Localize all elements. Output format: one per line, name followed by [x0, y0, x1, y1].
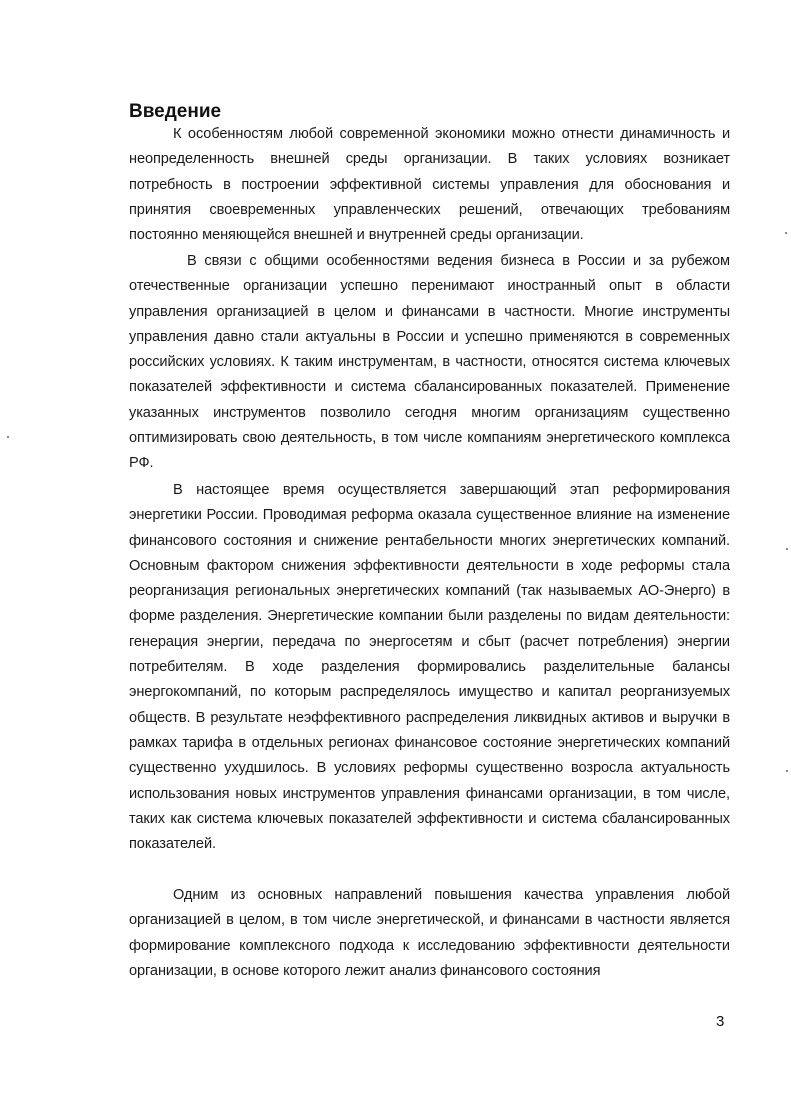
scan-speck [786, 548, 788, 550]
scan-speck [7, 436, 9, 438]
section-heading: Введение [129, 101, 222, 122]
paragraph-2: В связи с общими особенностями ведения бизнеса в России и за рубежом отечественные организации успешно перенимают иностранный опыт в области управления организацией в целом и финансами в частности. Многие инструменты управления давно стали актуальны в России и успешно применяются в современных российских условиях. К таким инструментам, в частности, относятся система ключевых показателей эффективности и система сбалансированных показателей. Применение указанных инструментов позволило сегодня многим организациям существенно оптимизировать свою деятельность, в том числе компаниям энергетического комплекса РФ. [129, 253, 730, 472]
scan-speck [786, 770, 788, 772]
paragraph-1: К особенностям любой современной экономики можно отнести динамичность и неопределенность внешней среды организации. В таких условиях возникает потребность в построении эффективной системы управления для обоснования и принятия своевременных управленческих решений, отвечающих требованиям постоянно меняющейся внешней и внутренней среды организации. [129, 126, 730, 244]
paragraph-3: В настоящее время осуществляется завершающий этап реформирования энергетики России. Проводимая реформа оказала существенное влияние на изменение финансового состояния и снижение рентабельности многих энергетических компаний. Основным фактором снижения эффективности деятельности в ходе реформы стала реорганизация региональных энергетических компаний (так называемых АО-Энерго) в форме разделения. Энергетические компании были разделены по видам деятельности: генерация энергии, передача по энергосетям и сбыт (расчет потребления) энергии потребителям. В ходе разделения формировались разделительные балансы энергокомпаний, по которым распределялось имущество и капитал реорганизуемых обществ. В результате неэффективного распределения ликвидных активов и выручки в рамках тарифа в отдельных регионах финансовое состояние энергетических компаний существенно ухудшилось. В условиях реформы существенно возросла актуальность использования новых инструментов управления финансами организации, в том числе, таких как система ключевых показателей эффективности и система сбалансированных показателей. [129, 482, 730, 853]
paragraph-4: Одним из основных направлений повышения качества управления любой организацией в целом, в том числе энергетической, и финансами в частности является формирование комплексного подхода к исследованию эффективности деятельности организации, в основе которого лежит анализ финансового состояния [129, 887, 730, 979]
scan-speck [785, 232, 787, 234]
page-number: 3 [716, 1013, 725, 1030]
